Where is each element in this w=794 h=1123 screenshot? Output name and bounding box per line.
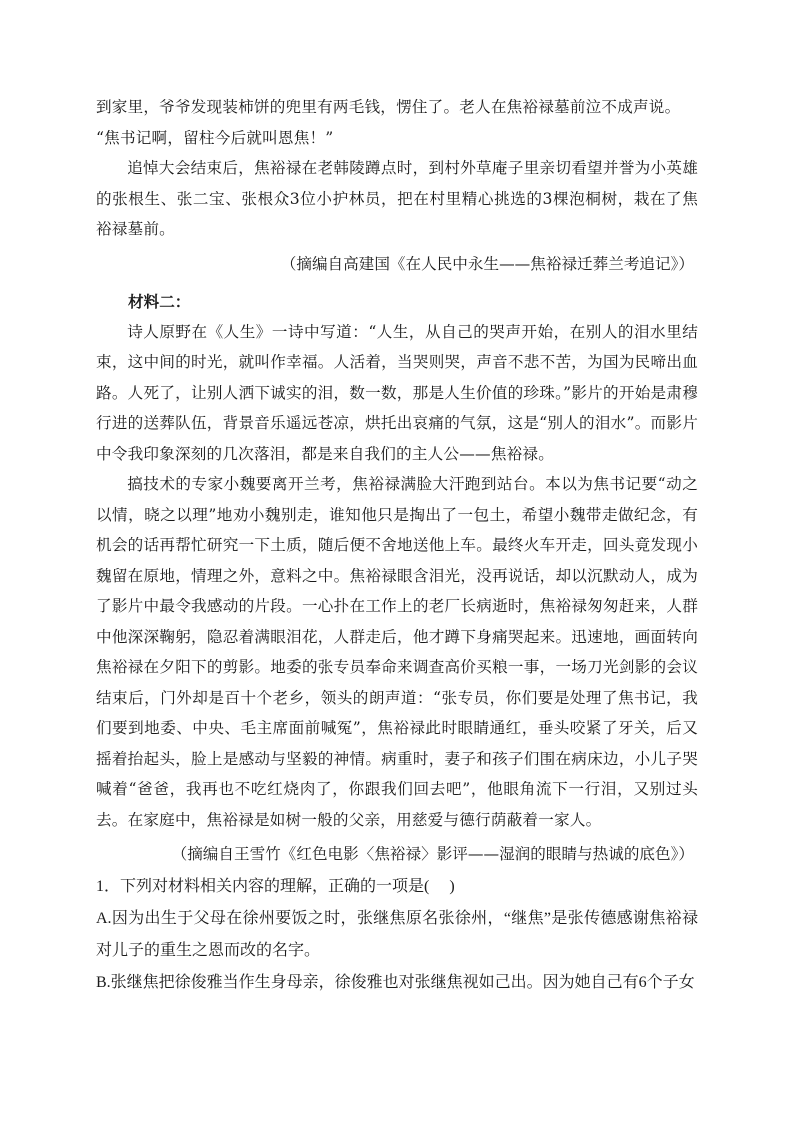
material-two-heading: 材料二： [128,292,191,311]
material-two-paragraph-2: 搞技术的专家小魏要离开兰考，焦裕禄满脸大汗跑到站台。本以为焦书记要“动之以情，晓之以理”地劝小魏别走，谁知他只是掏出了一包土，希望小魏带走做纪念，有机会的话再帮忙研究一下土质，随后便不舍地送他上车。最终火车开走，回头竟发现小魏留在原地，情理之外，意料之中。焦裕禄眼含泪光，没再说话，却以沉默动人，成为了影片中最令我感动的片段。一心扑在工作上的老厂长病逝时，焦裕禄匆匆赶来，人群中他深深鞠躬，隐忍着满眼泪花，人群走后，他才蹲下身痛哭起来。迅速地，画面转向焦裕禄在夕阳下的剪影。地委的张专员奉命来调查高价买粮一事，一场刀光剑影的会议结束后，门外却是百十个老乡，领头的朗声道：“张专员，你们要是处理了焦书记，我们要到地委、中央、毛主席面前喊冤”，焦裕禄此时眼睛通红，垂头咬紧了牙关，后又摇着抬起头，脸上是感动与坚毅的神情。病重时，妻子和孩子们围在病床边，小儿子哭喊着“爸爸，我再也不吃红烧肉了，你跟我们回去吧”，他眼角流下一行泪，又别过头去。在家庭中，焦裕禄是如树一般的父亲，用慈爱与德行荫蔽着一家人。 [96,475,698,829]
material-one-paragraph-2: “焦书记啊，留柱今后就叫恩焦！” [96,128,334,147]
question-1-stem: 1．下列对材料相关内容的理解，正确的一项是( ) [96,878,455,895]
material-one-source: （摘编自高建国《在人民中永生——焦裕禄迁葬兰考追记》） [280,254,694,273]
material-two-paragraph-1: 诗人原野在《人生》一诗中写道：“人生，从自己的哭声开始，在别人的泪水里结束，这中间的时光，就叫作幸福。人活着，当哭则哭，声音不悲不苦，为国为民啼出血路。人死了，让别人洒下诚实的泪，数一数，那是人生价值的珍珠。”影片的开始是肃穆行进的送葬队伍，背景音乐遥远苍凉，烘托出哀痛的气氛，这是“别人的泪水”。而影片中令我印象深刻的几次落泪，都是来自我们的主人公——焦裕禄。 [96,322,698,463]
material-one-paragraph-3: 追悼大会结束后，焦裕禄在老韩陵蹲点时，到村外草庵子里亲切看望并誉为小英雄的张根生、张二宝、张根众3位小护林员，把在村里精心挑选的3棵泡桐树，栽在了焦裕禄墓前。 [96,159,698,238]
question-1-option-a: A.因为出生于父母在徐州要饭之时，张继焦原名张徐州，“继焦”是张传德感谢焦裕禄对儿子的重生之恩而改的名字。 [96,910,698,959]
material-two-source: （摘编自王雪竹《红色电影〈焦裕禄〉影评——湿润的眼睛与热诚的底色》） [171,845,694,863]
document-body [96,92,698,999]
question-1-option-b: B.张继焦把徐俊雅当作生身母亲，徐俊雅也对张继焦视如己出。因为她自己有6个子女 [96,974,695,991]
material-one-paragraph-1: 到家里，爷爷发现装柿饼的兜里有两毛钱，愣住了。老人在焦裕禄墓前泣不成声说。 [96,98,681,116]
